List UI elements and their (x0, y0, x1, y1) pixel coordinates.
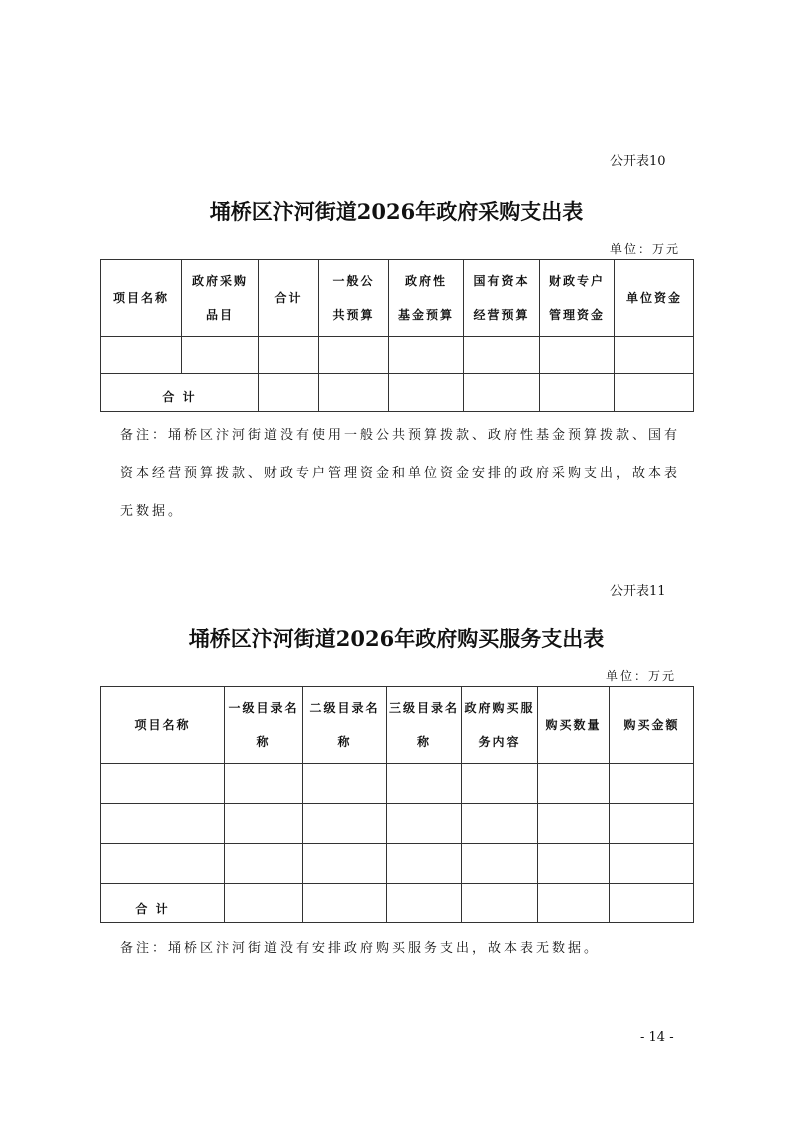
table-cell (610, 844, 694, 884)
header-line: 称 (337, 735, 352, 749)
column-header (319, 260, 389, 337)
table-cell (538, 884, 610, 923)
header-line: 项目名称 (134, 718, 191, 732)
table-cell (101, 804, 225, 844)
table-cell (182, 337, 259, 374)
column-header (538, 687, 610, 764)
table-10-unit: 单位：万元 (610, 242, 681, 256)
table-cell (462, 884, 538, 923)
table-cell (303, 884, 387, 923)
column-header (387, 687, 462, 764)
page-number: - 14 - (640, 1030, 674, 1045)
table-11-title: 埇桥区汴河街道2026年政府购买服务支出表 (188, 626, 605, 651)
column-header (101, 687, 225, 764)
table-cell (464, 337, 540, 374)
header-line: 称 (416, 735, 431, 749)
table-cell (389, 337, 464, 374)
header-line: 政府购买服 (464, 701, 535, 715)
table-cell (225, 804, 303, 844)
procurement-table (100, 259, 694, 412)
table-10-title: 埇桥区汴河街道2026年政府采购支出表 (209, 199, 584, 224)
table-cell (615, 337, 694, 374)
header-line: 购买数量 (545, 718, 602, 732)
table-10-note: 备注：埇桥区汴河街道没有使用一般公共预算拨款、政府性基金预算拨款、国有资本经营预算拨款、财政专户管理资金和单位资金安排的政府采购支出，故本表无数据。 (120, 428, 681, 519)
column-header (101, 260, 182, 337)
table-cell (387, 764, 462, 804)
total-label: 合 计 (101, 374, 259, 412)
column-header (182, 260, 259, 337)
table-cell (101, 844, 225, 884)
header-line: 政府采购 (191, 274, 248, 288)
table-cell (389, 374, 464, 412)
column-header (303, 687, 387, 764)
header-line: 品目 (205, 308, 234, 322)
header-line: 合计 (274, 291, 303, 305)
table-cell (462, 804, 538, 844)
table-11-tag: 公开表11 (610, 584, 666, 599)
header-line: 国有资本 (473, 274, 530, 288)
header-line: 共预算 (332, 308, 375, 322)
table-cell (387, 884, 462, 923)
service-purchase-table (100, 686, 694, 923)
table-cell (540, 337, 615, 374)
header-line: 单位资金 (625, 291, 682, 305)
table-cell (462, 764, 538, 804)
header-line: 经营预算 (473, 308, 530, 322)
table-cell (319, 337, 389, 374)
table-cell (387, 844, 462, 884)
header-line: 管理资金 (548, 308, 605, 322)
column-header (389, 260, 464, 337)
table-11-note: 备注：埇桥区汴河街道没有安排政府购买服务支出，故本表无数据。 (120, 941, 601, 956)
table-cell (259, 337, 319, 374)
table-cell (387, 804, 462, 844)
total-label: 合 计 (101, 884, 225, 923)
table-row (101, 844, 694, 884)
table-header-row (101, 260, 694, 337)
column-header (464, 260, 540, 337)
table-row (101, 804, 694, 844)
table-header-row (101, 687, 694, 764)
table-cell (538, 764, 610, 804)
table-row (101, 337, 694, 374)
header-line: 称 (256, 735, 271, 749)
table-cell (225, 884, 303, 923)
header-line: 三级目录名 (388, 701, 459, 715)
header-line: 基金预算 (397, 308, 454, 322)
column-header (225, 687, 303, 764)
table-cell (259, 374, 319, 412)
header-line: 财政专户 (548, 274, 605, 288)
table-11-unit: 单位：万元 (606, 669, 677, 683)
table-cell (225, 844, 303, 884)
table-cell (464, 374, 540, 412)
column-header (615, 260, 694, 337)
header-line: 一般公 (332, 274, 375, 288)
table-cell (615, 374, 694, 412)
table-total-row (101, 374, 694, 412)
table-cell (610, 884, 694, 923)
table-cell (303, 764, 387, 804)
header-line: 购买金额 (623, 718, 680, 732)
table-cell (610, 804, 694, 844)
table-cell (538, 804, 610, 844)
table-cell (540, 374, 615, 412)
header-line: 务内容 (478, 735, 521, 749)
table-cell (225, 764, 303, 804)
column-header (610, 687, 694, 764)
header-line: 一级目录名 (228, 701, 299, 715)
header-line: 二级目录名 (309, 701, 380, 715)
table-cell (101, 764, 225, 804)
table-cell (101, 337, 182, 374)
table-10-tag: 公开表10 (610, 154, 666, 169)
table-cell (319, 374, 389, 412)
table-cell (538, 844, 610, 884)
table-cell (303, 804, 387, 844)
table-total-row (101, 884, 694, 923)
table-cell (303, 844, 387, 884)
header-line: 政府性 (404, 274, 447, 288)
column-header (259, 260, 319, 337)
header-line: 项目名称 (112, 291, 169, 305)
table-row (101, 764, 694, 804)
column-header (540, 260, 615, 337)
table-cell (610, 764, 694, 804)
column-header (462, 687, 538, 764)
table-cell (462, 844, 538, 884)
